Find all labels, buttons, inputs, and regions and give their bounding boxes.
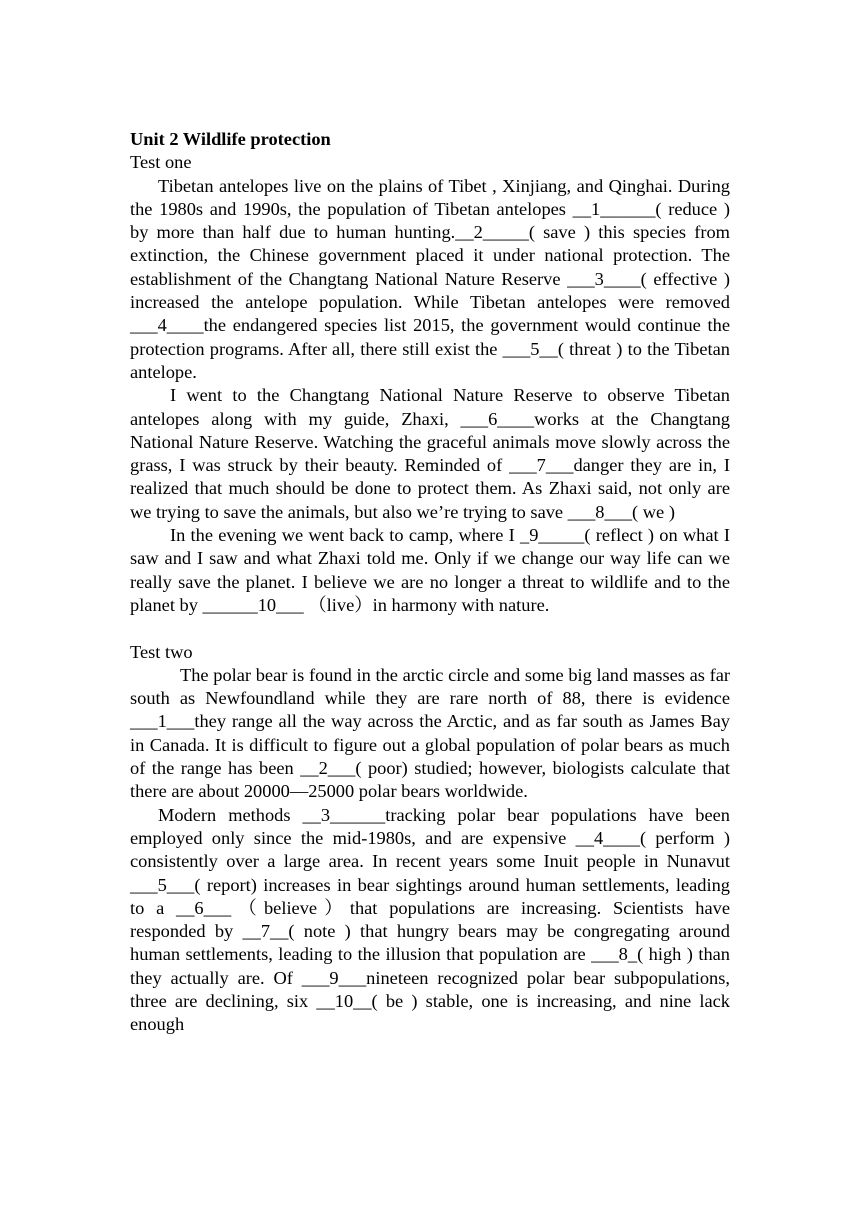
test-one-paragraph-1: Tibetan antelopes live on the plains of Tibet , Xinjiang, and Qinghai. During the 1980s and 1990s, the population of Tibetan antelopes __1______( reduce ) by more than half due to human hunting.__2_____( save ) this species from extinction, the Chinese government placed it under national protection. The establishment of the Changtang National Nature Reserve ___3____( effective ) increased the antelope population. While Tibetan antelopes were removed ___4____the endangered species list 2015, the government would continue the protection programs. After all, there still exist the ___5__( threat ) to the Tibetan antelope. <box>130 175 730 382</box>
test-two-heading: Test two <box>130 641 193 662</box>
section-gap <box>130 617 730 640</box>
test-two-paragraph-2: Modern methods __3______tracking polar bear populations have been employed only since the mid-1980s, and are expensive __4____( perform ) consistently over a large area. In recent years some Inuit people in Nunavut ___5___( report) increases in bear sightings around human settlements, leading to a __6___（believe）that populations are increasing. Scientists have responded by __7__( note ) that hungry bears may be congregating around human settlements, leading to the illusion that population are ___8_( high ) than they actually are. Of ___9___nineteen recognized polar bear subpopulations, three are declining, six __10__( be ) stable, one is increasing, and nine lack enough <box>130 804 730 1035</box>
test-one-paragraph-3: In the evening we went back to camp, where I _9_____( reflect ) on what I saw and I saw and what Zhaxi told me. Only if we change our way life can we really save the planet. I believe we are no longer a threat to wildlife and to the planet by ______10___ （live）in harmony with nature. <box>130 525 730 615</box>
test-two-paragraph-1: The polar bear is found in the arctic circle and some big land masses as far south as Newfoundland while they are rare north of 88, there is evidence ___1___they range all the way across the Arctic, and as far south as James Bay in Canada. It is difficult to figure out a global population of polar bears as much of the range has been __2___( poor) studied; however, biologists calculate that there are about 20000—25000 polar bears worldwide. <box>130 664 730 802</box>
unit-title: Unit 2 Wildlife protection <box>130 129 331 149</box>
test-one-paragraph-2: I went to the Changtang National Nature Reserve to observe Tibetan antelopes along with my guide, Zhaxi, ___6____works at the Changtang National Nature Reserve. Watching the graceful animals move slowly across the grass, I was struck by their beauty. Reminded of ___7___danger they are in, I realized that much should be done to protect them. As Zhaxi said, not only are we trying to save the animals, but also we’re trying to save ___8___( we ) <box>130 385 730 522</box>
test-one-heading: Test one <box>130 152 192 173</box>
document-page <box>130 128 730 1037</box>
